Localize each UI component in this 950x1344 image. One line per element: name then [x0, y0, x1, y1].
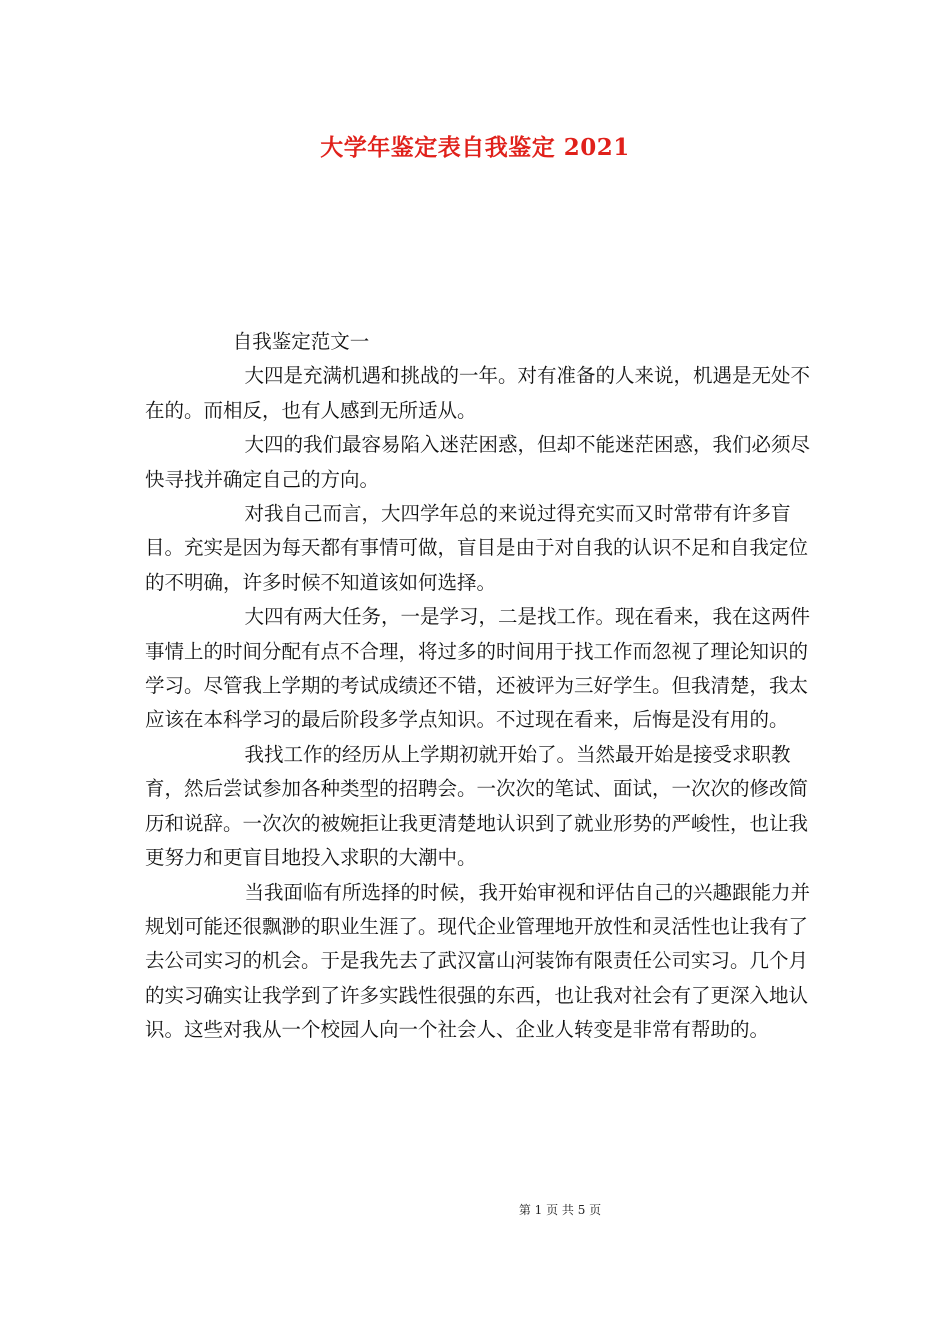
section-heading: 自我鉴定范文一	[232, 330, 370, 353]
document-body	[145, 325, 810, 1048]
paragraph: 大四的我们最容易陷入迷茫困惑，但却不能迷茫困惑，我们必须尽快寻找并确定自己的方向。	[145, 433, 810, 491]
paragraph: 对我自己而言，大四学年总的来说过得充实而又时常带有许多盲目。充实是因为每天都有事情可做，盲目是由于对自我的认识不足和自我定位的不明确，许多时候不知道该如何选择。	[145, 502, 809, 594]
paragraph: 我找工作的经历从上学期初就开始了。当然最开始是接受求职教育，然后尝试参加各种类型的招聘会。一次次的笔试、面试，一次次的修改简历和说辞。一次次的被婉拒让我更清楚地认识到了就业形势的严峻性，也让我更努力和更盲目地投入求职的大潮中。	[145, 742, 809, 870]
paragraph: 大四是充满机遇和挑战的一年。对有准备的人来说，机遇是无处不在的。而相反，也有人感到无所适从。	[145, 364, 810, 422]
paragraph: 大四有两大任务，一是学习，二是找工作。现在看来，我在这两件事情上的时间分配有点不合理，将过多的时间用于找工作而忽视了理论知识的学习。尽管我上学期的考试成绩还不错，还被评为三好学生。但我清楚，我太应该在本科学习的最后阶段多学点知识。不过现在看来，后悔是没有用的。	[145, 605, 810, 732]
paragraph: 当我面临有所选择的时候，我开始审视和评估自己的兴趣跟能力并规划可能还很飘渺的职业生涯了。现代企业管理地开放性和灵活性也让我有了去公司实习的机会。于是我先去了武汉富山河装饰有限责任公司实习。几个月的实习确实让我学到了许多实践性很强的东西，也让我对社会有了更深入地认识。这些对我从一个校园人向一个社会人、企业人转变是非常有帮助的。	[145, 880, 810, 1042]
document-title: 大学年鉴定表自我鉴定 2021	[320, 134, 630, 161]
page-footer: 第 1 页 共 5 页	[518, 1203, 602, 1217]
